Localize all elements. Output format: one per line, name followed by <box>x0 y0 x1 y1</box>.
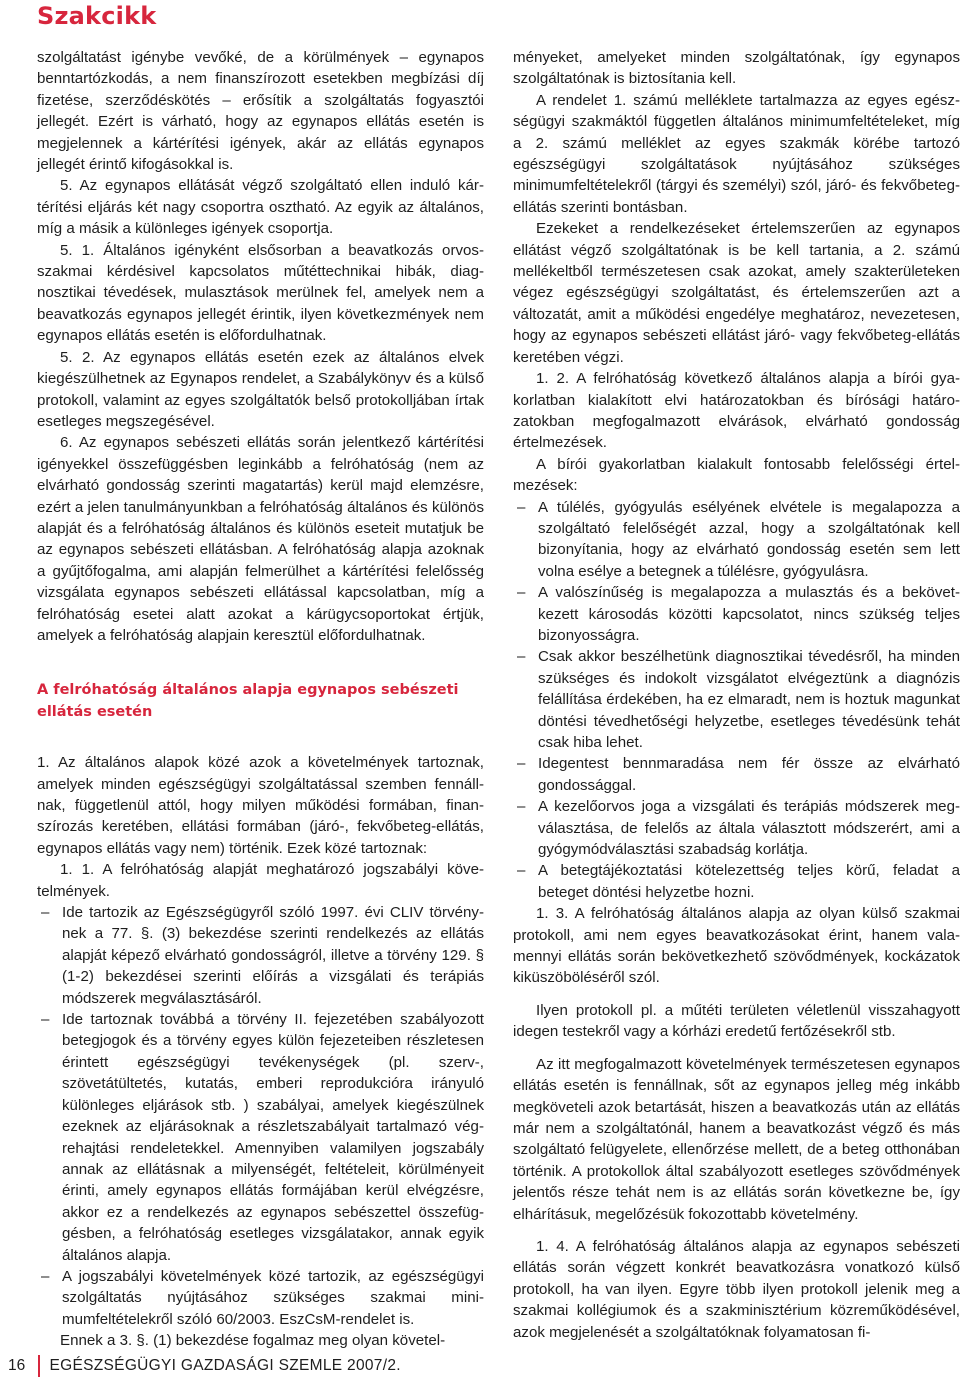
subheading: A felróhatóság általános alapja egynapos sebészeti ellátás esetén <box>37 682 459 720</box>
paragraph: szolgáltatást igénybe vevőké, de a körülmények – egynapos benntartózkodás, a nem finanszírozott esetekben megbízási díj fizetése, szerződéskötés – erősítik a szolgáltatás fogyasztói jellegét. Ezért is várható, hogy az egynapos ellátás esetén is megjelennek a kártérítési igények, akár az ellátás egynapos jellegét érintő kifogásokkal is. <box>37 49 484 174</box>
dash-list-item: – Ide tartozik az Egészségügyről szóló 1997. évi CLIV törvénynek a 77. §. (3) bekezdése szerinti rendelkezés az ellátás alapját képező elvárható gondosságról, illetve a törvény 129. § (1-2) bekezdései szerinti előírás a vizsgálati és terápiás módszerek megválasztásáról. <box>37 902 484 1009</box>
journal-title: EGÉSZSÉGÜGYI GAZDASÁGI SZEMLE 2007/2. <box>49 1357 401 1374</box>
dash-list-item: – A túlélés, gyógyulás esélyének elvétele is megalapozza a szolgáltató felelőségét azzal, hogy a szolgáltatónak kell bizonyítania, hogy az elvárható gondosság esetén sem lett volna esélye a betegnek a túlélésre, gyógyulásra. <box>513 497 960 583</box>
right-column <box>513 47 960 1343</box>
footer-divider <box>38 1355 40 1377</box>
paragraph: 1. 1. A felróhatóság alapját meghatározó jogszabályi követelmények. <box>37 861 484 900</box>
paragraph: Az itt megfogalmazott követelmények természetesen egynapos ellátás esetén is fennállnak, sőt az egynapos jelleg még inkább megköveteli azok betartását, hiszen a beavatkozás után az ellátás már nem a szolgáltatónál, hanem a beavatkozást végző és más szolgáltató felügyelete, ellenőrzése mellett, de a beteg otthonában történik. A protokollok által szabályozott esetleges szövődmények jelentős része tehát nem is az ellátás során következne be, így elhárításuk, megelőzésük fokozottabb követelmény. <box>513 1055 960 1223</box>
page-number: 16 <box>8 1357 26 1374</box>
dash-list-item: – Ide tartoznak továbbá a törvény II. fejezetében szabályozott betegjogok és a törvény egyes külön fejezeteiben részletesen érintett egészségügyi tevékenységek (pl. szerv-, szövetátültetés, kutatás, emberi reprodukcióra irányuló különleges eljárások stb. ) szabályai, amelyek kiegészülnek ezeknek az eljárásoknak a részletszabályait tartalmazó végrehajtási rendeletekkel. Amennyiben valamilyen jogszabály annak az ellátásnak a milyenségét, feltételeit, körülményeit érinti, amely egynapos ellátás formájában kerül elvégzésre, akkor ez a rendelkezés az egynapos sebészettel összefüggésben, a felróhatóság esetleges vizsgálatakor, annak egyik általános alapja. <box>37 1009 484 1266</box>
section-label: Szakcikk <box>37 2 157 30</box>
paragraph: 1. 3. A felróhatóság általános alapja az olyan külső szakmai protokoll, ami nem egyes beavatkozásokat érint, hanem valamennyi ellátás során bekövetkezhető szövődmények, kockázatok kiküszöböléséről szól. <box>513 905 960 987</box>
paragraph: 5. Az egynapos ellátását végző szolgáltató ellen induló kártérítési eljárás két nagy csoportra osztható. Az egyik az általános, míg a másik a különleges igények csoportja. <box>37 177 484 238</box>
paragraph: A bírói gyakorlatban kialakult fontosabb felelősségi értelmezések: <box>513 455 960 495</box>
paragraph: Ezekeket a rendelkezéseket értelemszerűen az egynapos ellátást végző szolgáltatónak is be kell tartania, a 2. számú mellékeltből természetesen csak azokat, amely szakterületeken végez egészségügyi szolgáltatást, és értelemszerűen azt a változatát, amit a működési engedélye meghatároz, nevezetesen, hogy az egynapos sebészeti ellátást járó- vagy fekvőbeteg-ellátás keretében végzi. <box>513 220 960 366</box>
paragraph: Ilyen protokoll pl. a műtéti területen véletlenül visszahagyott idegen testekről vagy a kórházi eredetű fertőzésekről stb. <box>513 1001 960 1041</box>
paragraph: Ennek a 3. §. (1) bekezdése fogalmaz meg olyan követel- <box>60 1332 446 1350</box>
dash-list-item: – Idegentest bennmaradása nem fér össze az elvárható gondossággal. <box>513 753 960 796</box>
paragraph: 5. 2. Az egynapos ellátás esetén ezek az általános elvek kiegészülhetnek az Egynapos rendelet, a Szabálykönyv és a külső protokoll, valamint az egyes szolgáltatók belső protokolljában írtak esetleges megszegésével. <box>37 348 484 430</box>
dash-list-item: – A jogszabályi követelmények közé tartozik, az egészségügyi szolgáltatás nyújtásához szükséges szakmai minimumfeltételekről szóló 60/2003. EszCsM-rendelet is. <box>37 1266 484 1330</box>
paragraph: 5. 1. Általános igényként elsősorban a beavatkozás orvosszakmai kérdésivel kapcsolatos műtéttechnikai hibák, diagnosztikai tévedések, mulasztások merülnek fel, amelyek nem a beavatkozás egynapos jellegét érintik, ilyen következmények nem egynapos ellátás esetén is előfordulhatnak. <box>37 241 484 345</box>
paragraph: A rendelet 1. számú melléklete tartalmazza az egyes egészségügyi szakmáktól független általános minimumfeltételeket, míg a 2. számú melléklet az egyes szakmák körébe tartozó egészségügyi szolgáltatások nyújtásához szükséges minimumfeltételekről (tárgyi és személyi) szól, járó- és fekvőbeteg-ellátás szerinti bontásban. <box>513 91 960 216</box>
paragraph: ményeket, amelyeket minden szolgáltatónak, így egynapos szolgáltatónak is biztosítania kell. <box>513 49 960 88</box>
paragraph: 1. 4. A felróhatóság általános alapja az egynapos sebészeti ellátás során végzett konkrét beavatkozásra vonatkozó külső protokoll, ha van ilyen. Egyre több ilyen protokoll jelenik meg a szakmai kollégiumok és a szakminisztérium közreműködésével, azok megjelenését a szolgáltatóknak folyamatosan fi- <box>513 1237 960 1341</box>
paragraph: 1. 2. A felróhatóság következő általános alapja a bírói gyakorlatban kialakított elvi határozatokban és bírósági határozatokban megfogalmazott elvárások, elvárható gondosság értelmezések. <box>513 370 960 452</box>
dash-list-item: – A kezelőorvos joga a vizsgálati és terápiás módszerek megválasztása, de felelős az általa választott módszerért, ami a gyógymódválasztási szabadság korlátja. <box>513 796 960 860</box>
page-footer <box>8 1353 401 1379</box>
paragraph: 6. Az egynapos sebészeti ellátás során jelentkező kártérítési igényekkel összefüggésben leginkább a felróhatóság (nem az elvárható gondosság szerinti magatartás) kerül majd elemzésre, ezért a jelen tanulmányunkban a felróhatóság általános és különös alapját és a felróhatóság általános és különös eseteit mutatjuk be az egynapos sebészeti ellátásban. A felróhatóság alapja azoknak a gyűjtőfogalma, ami alapján felmerülhet a kártérítési felelősség vizsgálata egynapos sebészeti ellátással kapcsolatban, míg a felróhatóság esetei alatt azokat a kárügycsoportokat értjük, amelyek a felróhatóság alapjain keresztül előfordulhatnak. <box>37 434 484 644</box>
dash-list-item: – Csak akkor beszélhetünk diagnosztikai tévedésről, ha minden szükséges és indokolt vizsgálatot elvégeztünk a diagnózis felállítása érdekében, ha ez elmaradt, nem is hoztuk magunkat döntési tévedhetőségi helyzetbe, esetleges tévedésünk tehát csak hiba lehet. <box>513 646 960 753</box>
dash-list-item: – A valószínűség is megalapozza a mulasztás és a bekövetkezett károsodás közötti kapcsolatot, nincs szükség teljes bizonyosságra. <box>513 582 960 646</box>
left-column <box>37 47 484 1352</box>
dash-list-item: – A betegtájékoztatási kötelezettség teljes körű, feladat a beteget döntési helyzetbe hozni. <box>513 860 960 903</box>
paragraph: 1. Az általános alapok közé azok a követelmények tartoznak, amelyek minden egészségügyi szolgáltatással szemben fennállnak, függetlenül attól, hogy milyen működési formában, finanszírozás keretében, ellátási formában (járó-, fekvőbeteg-ellátás, egynapos ellátás vagy nem) történik. Ezek közé tartoznak: <box>37 754 484 857</box>
